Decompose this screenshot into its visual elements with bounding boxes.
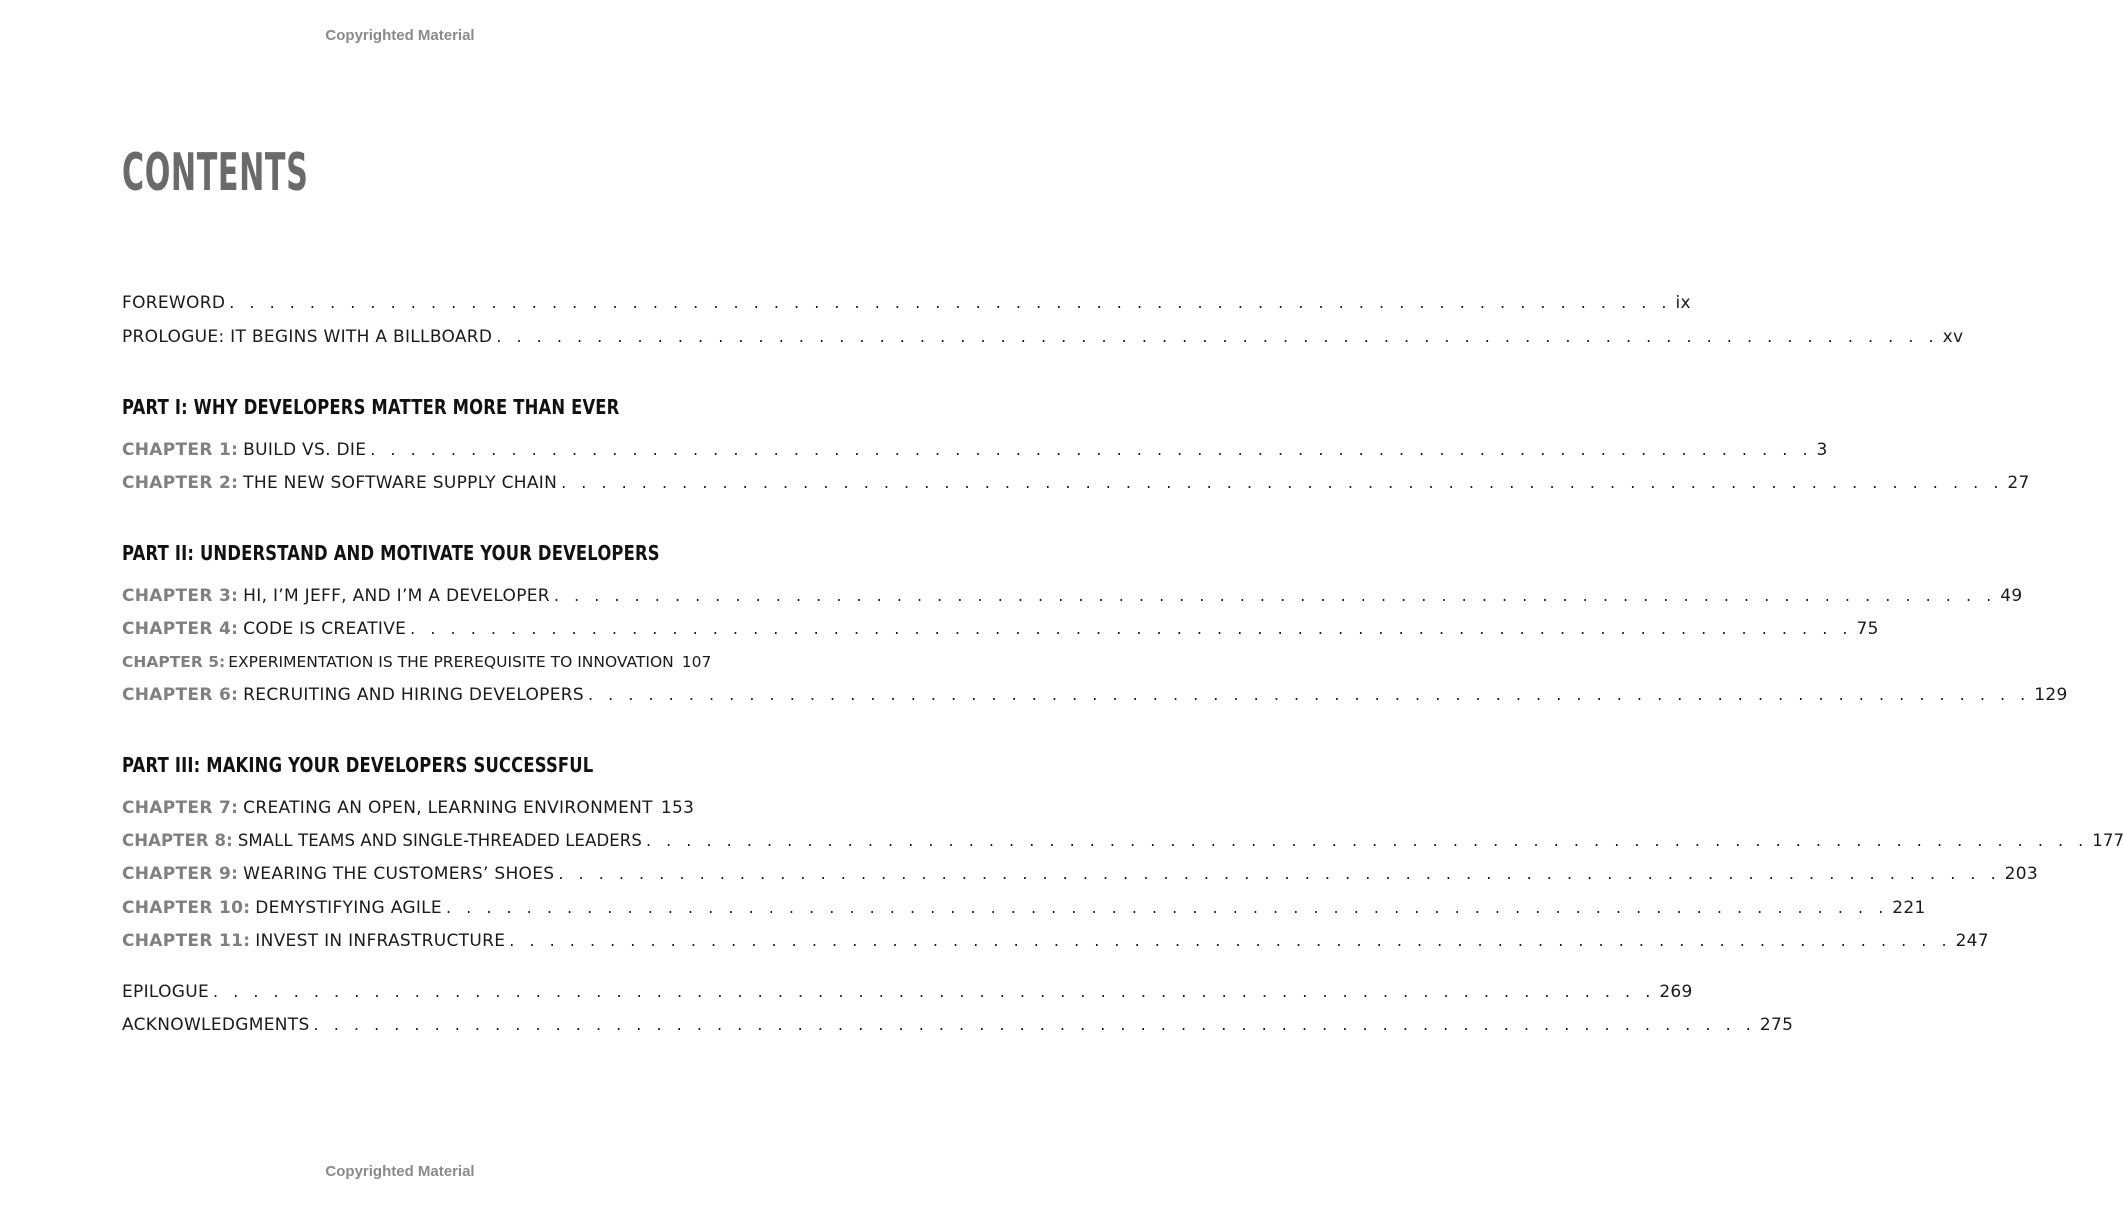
chapter-number: CHAPTER 1: <box>122 440 239 460</box>
page-number: 49 <box>2000 586 2023 606</box>
dot-leader: . . . . . . . . . . . . . . . . . . . . . . . . . . . . . . . . . . . . . . . . . . . . . . . . . . . . . . . . . . . . . . . . . . . . . . . . <box>553 586 1997 605</box>
page-number: 247 <box>1955 931 1989 951</box>
toc-entry-chapter-7[interactable] <box>122 798 695 820</box>
chapter-title: BUILD VS. DIE <box>243 440 367 460</box>
toc-entry-chapter-5[interactable] <box>122 652 712 674</box>
entry-label <box>122 898 442 918</box>
entry-label: FOREWORD <box>122 293 226 313</box>
copyright-watermark-bottom: Copyrighted Material <box>325 1163 475 1180</box>
page-number: 27 <box>2007 473 2030 493</box>
entry-label <box>122 440 366 460</box>
chapter-title: CODE IS CREATIVE <box>243 619 407 639</box>
chapter-number: CHAPTER 6: <box>122 685 239 705</box>
entry-label <box>122 931 505 951</box>
dot-leader: . . . . . . . . . . . . . . . . . . . . . . . . . . . . . . . . . . . . . . . . . . . . . . . . . . . . . . . . . . . . . . . . . . . . . . . . <box>558 864 2001 883</box>
chapter-title: WEARING THE CUSTOMERS’ SHOES <box>243 864 555 884</box>
page-number: 269 <box>1659 982 1693 1002</box>
entry-label: PROLOGUE: IT BEGINS WITH A BILLBOARD <box>122 327 493 347</box>
dot-leader: . . . . . . . . . . . . . . . . . . . . . . . . . . . . . . . . . . . . . . . . . . . . . . . . . . . . . . . . . . . . . . . . . . . . . . . . <box>229 293 1672 312</box>
dot-leader: . . . . . . . . . . . . . . . . . . . . . . . . . . . . . . . . . . . . . . . . . . . . . . . . . . . . . . . . . . . . . . . . . . . . . . . . <box>587 685 2031 704</box>
chapter-title: SMALL TEAMS AND SINGLE-THREADED LEADERS <box>237 831 642 850</box>
chapter-number: CHAPTER 9: <box>122 864 239 884</box>
page-title: CONTENTS <box>122 143 309 203</box>
toc-entry-chapter-2[interactable] <box>122 473 2030 495</box>
chapter-title: CREATING AN OPEN, LEARNING ENVIRONMENT <box>243 798 653 818</box>
entry-label <box>122 798 653 818</box>
entry-label <box>122 685 584 705</box>
entry-label: ACKNOWLEDGMENTS <box>122 1015 310 1035</box>
dot-leader: . . . . . . . . . . . . . . . . . . . . . . . . . . . . . . . . . . . . . . . . . . . . . . . . . . . . . . . . . . . . . . . . . . . . . . . . <box>213 982 1656 1001</box>
chapter-number: CHAPTER 2: <box>122 473 239 493</box>
page-number: ix <box>1675 293 1691 313</box>
page-number: 221 <box>1892 898 1926 918</box>
chapter-number: CHAPTER 5: <box>122 653 226 671</box>
chapter-number: CHAPTER 7: <box>122 798 239 818</box>
chapter-number: CHAPTER 11: <box>122 931 251 951</box>
page-number: xv <box>1942 327 1964 347</box>
toc-entry-chapter-1[interactable] <box>122 440 1828 462</box>
dot-leader: . . . . . . . . . . . . . . . . . . . . . . . . . . . . . . . . . . . . . . . . . . . . . . . . . . . . . . . . . . . . . . . . . . . . . . . . <box>370 440 1813 459</box>
part-heading-1: PART I: WHY DEVELOPERS MATTER MORE THAN EVER <box>122 395 620 419</box>
toc-entry-chapter-8[interactable] <box>122 831 2124 853</box>
dot-leader: . . . . . . . . . . . . . . . . . . . . . . . . . . . . . . . . . . . . . . . . . . . . . . . . . . . . . . . . . . . . . . . . . . . . . . . . <box>445 898 1889 917</box>
part-heading-2: PART II: UNDERSTAND AND MOTIVATE YOUR DEVELOPERS <box>122 541 660 565</box>
page-number: 107 <box>681 653 712 671</box>
dot-leader: . . . . . . . . . . . . . . . . . . . . . . . . . . . . . . . . . . . . . . . . . . . . . . . . . . . . . . . . . . . . . . . . . . . . . . . . <box>645 831 2089 850</box>
entry-label <box>122 831 642 850</box>
toc-entry-chapter-11[interactable] <box>122 931 1989 953</box>
part-heading-3: PART III: MAKING YOUR DEVELOPERS SUCCESSFUL <box>122 753 594 777</box>
page-number: 3 <box>1816 440 1828 460</box>
toc-entry-chapter-9[interactable] <box>122 864 2039 886</box>
chapter-number: CHAPTER 4: <box>122 619 239 639</box>
chapter-title: HI, I’M JEFF, AND I’M A DEVELOPER <box>243 586 550 606</box>
chapter-title: INVEST IN INFRASTRUCTURE <box>255 931 506 951</box>
page-number: 177 <box>2092 831 2124 850</box>
chapter-number: CHAPTER 10: <box>122 898 251 918</box>
chapter-title: EXPERIMENTATION IS THE PREREQUISITE TO INNOVATION <box>228 653 674 671</box>
entry-label: EPILOGUE <box>122 982 210 1002</box>
chapter-title: RECRUITING AND HIRING DEVELOPERS <box>243 685 584 705</box>
entry-label <box>122 619 406 639</box>
chapter-number: CHAPTER 8: <box>122 831 233 850</box>
entry-label <box>122 586 550 606</box>
chapter-title: DEMYSTIFYING AGILE <box>255 898 442 918</box>
page-number: 75 <box>1856 619 1879 639</box>
toc-entry-chapter-10[interactable] <box>122 898 1926 920</box>
toc-entry-acknowledgments[interactable] <box>122 1015 1794 1037</box>
chapter-number: CHAPTER 3: <box>122 586 239 606</box>
entry-label <box>122 473 557 493</box>
entry-label <box>122 653 674 671</box>
chapter-title: THE NEW SOFTWARE SUPPLY CHAIN <box>243 473 558 493</box>
page-number: 203 <box>2004 864 2039 884</box>
copyright-watermark-top: Copyrighted Material <box>325 27 475 44</box>
entry-label <box>122 864 554 884</box>
dot-leader: . . . . . . . . . . . . . . . . . . . . . . . . . . . . . . . . . . . . . . . . . . . . . . . . . . . . . . . . . . . . . . . . . . . . . . . . <box>313 1015 1756 1034</box>
toc-entry-chapter-4[interactable] <box>122 619 1879 641</box>
dot-leader: . . . . . . . . . . . . . . . . . . . . . . . . . . . . . . . . . . . . . . . . . . . . . . . . . . . . . . . . . . . . . . . . . . . . . . . . <box>410 619 1853 638</box>
dot-leader: . . . . . . . . . . . . . . . . . . . . . . . . . . . . . . . . . . . . . . . . . . . . . . . . . . . . . . . . . . . . . . . . . . . . . . . . <box>496 327 1939 346</box>
page-number: 129 <box>2034 685 2068 705</box>
toc-entry-prologue[interactable] <box>122 327 1964 349</box>
page-number: 275 <box>1759 1015 1794 1035</box>
toc-entry-chapter-6[interactable] <box>122 685 2068 707</box>
page-number: 153 <box>660 798 695 818</box>
toc-entry-chapter-3[interactable] <box>122 586 2023 608</box>
dot-leader: . . . . . . . . . . . . . . . . . . . . . . . . . . . . . . . . . . . . . . . . . . . . . . . . . . . . . . . . . . . . . . . . . . . . . . . . <box>561 473 2004 492</box>
toc-entry-foreword[interactable] <box>122 293 1691 315</box>
toc-entry-epilogue[interactable] <box>122 982 1693 1004</box>
dot-leader: . . . . . . . . . . . . . . . . . . . . . . . . . . . . . . . . . . . . . . . . . . . . . . . . . . . . . . . . . . . . . . . . . . . . . . . . <box>509 931 1952 950</box>
